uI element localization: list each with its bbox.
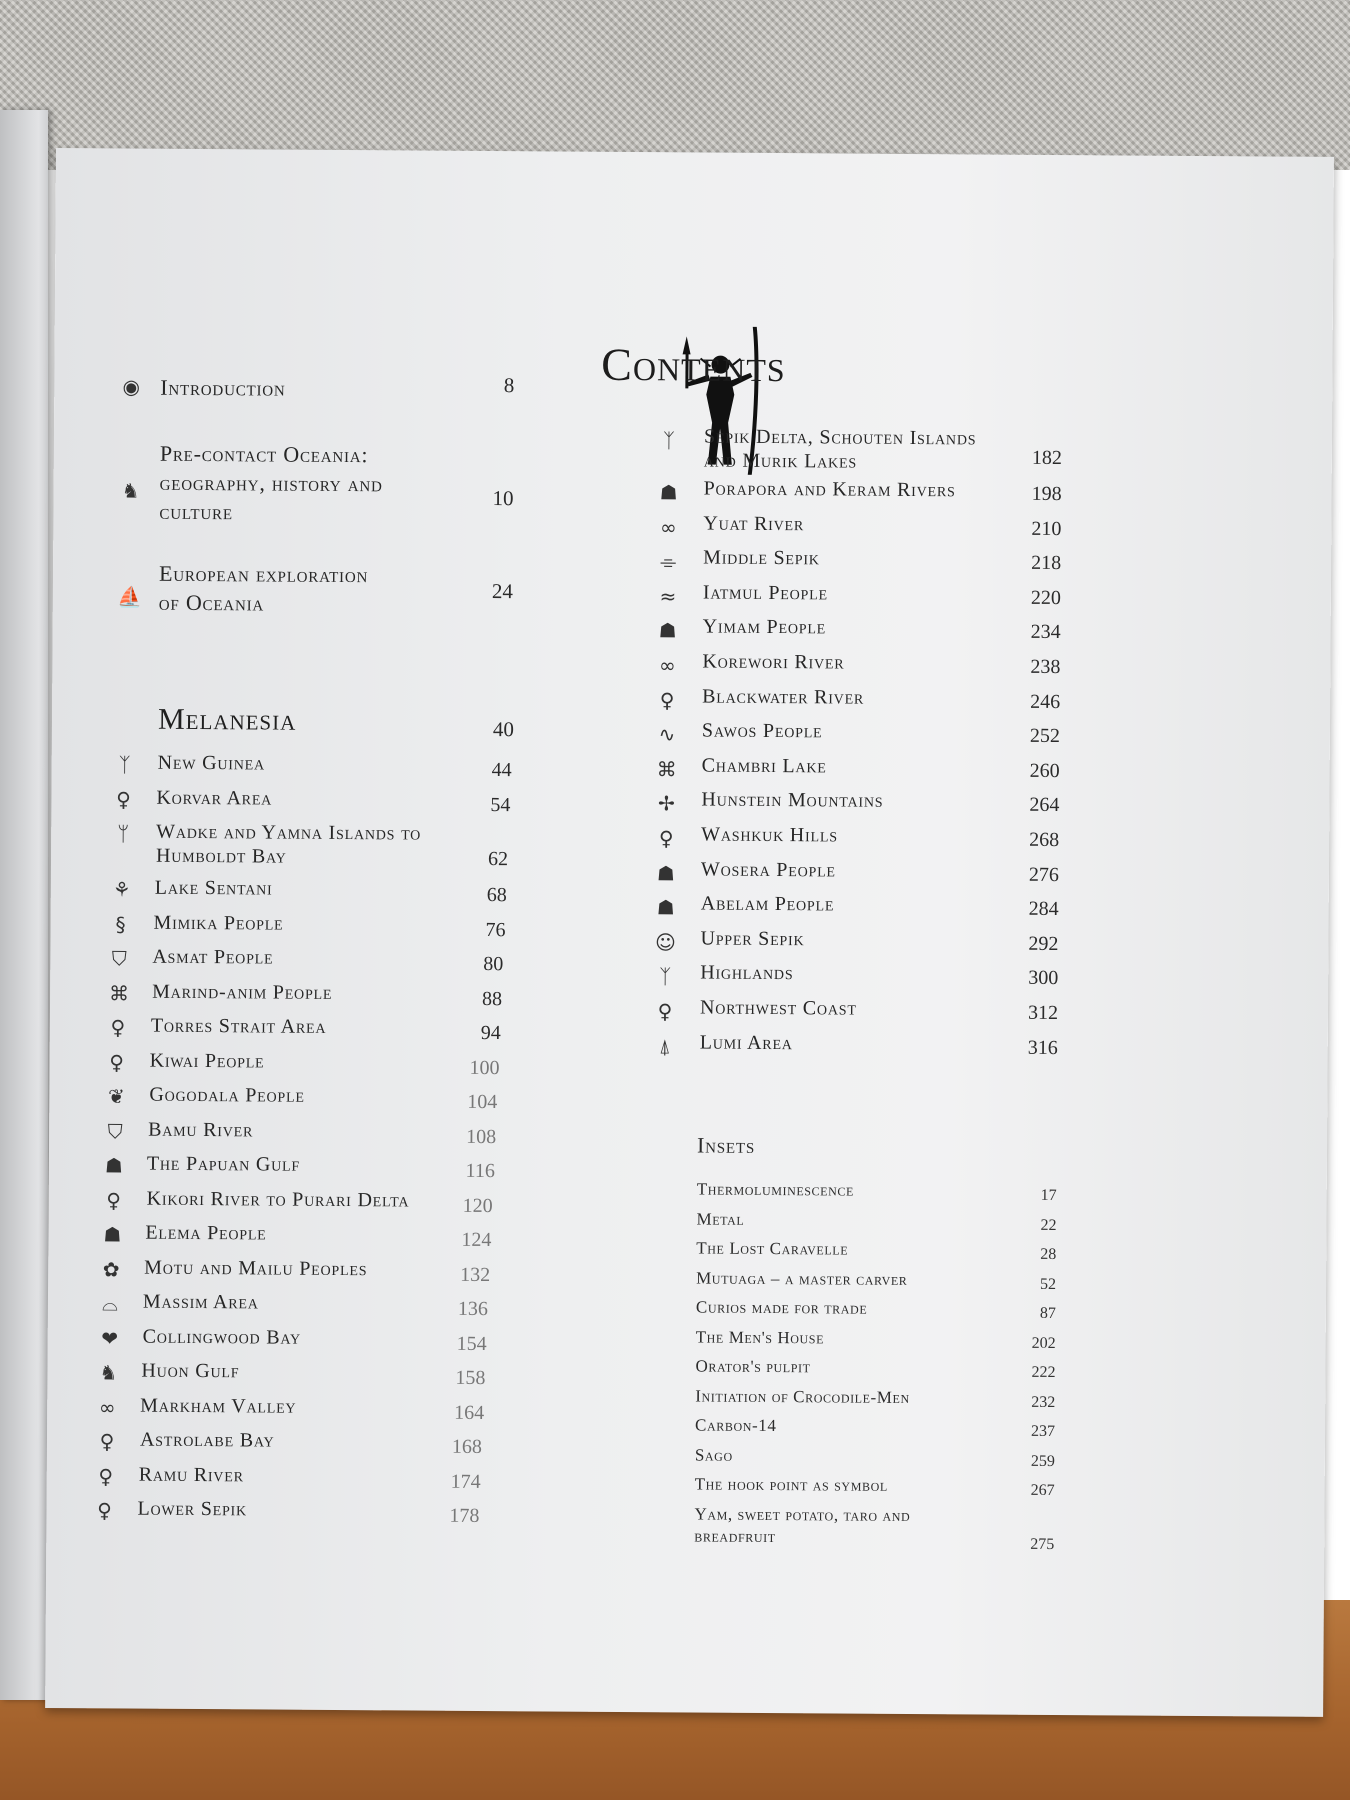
page-number: 62 — [487, 848, 509, 871]
inset-entry[interactable]: Mutuaga – a master carver — [696, 1267, 908, 1289]
page-number: 182 — [1031, 446, 1062, 470]
contents-entry[interactable]: Porapora and Keram Rivers — [703, 477, 956, 502]
figure-icon: ♀ — [97, 1498, 112, 1523]
contents-entry[interactable]: Abelam People — [700, 892, 835, 916]
page-number: 168 — [451, 1435, 483, 1459]
contents-entry[interactable]: Ramu River — [138, 1463, 244, 1486]
page-number: 238 — [1030, 655, 1061, 679]
contents-entry[interactable]: The Papuan Gulf — [146, 1152, 301, 1176]
page-number: 120 — [462, 1194, 493, 1217]
cross-icon: ✢ — [657, 791, 675, 816]
knot-icon: ⌘ — [109, 980, 130, 1006]
page-number: 124 — [461, 1228, 492, 1252]
page-number: 22 — [1040, 1216, 1057, 1234]
inset-entry[interactable]: Initiation of Crocodile-Men — [695, 1385, 910, 1407]
page-number: 68 — [486, 884, 507, 907]
pattern-icon: § — [115, 911, 126, 937]
page-number: 210 — [1031, 517, 1062, 540]
figure-icon: ♀ — [98, 1463, 114, 1488]
contents-entry[interactable]: New Guinea — [157, 751, 265, 775]
contents-entry[interactable]: Sepik Delta, Schouten Islands and Murik Lakes — [703, 425, 977, 473]
contents-page — [45, 148, 1334, 1717]
animal-icon: ♞ — [99, 1360, 118, 1385]
page-number: 52 — [1040, 1275, 1057, 1293]
inset-entry[interactable]: Metal — [696, 1208, 745, 1229]
contents-entry[interactable]: Elema People — [145, 1221, 267, 1245]
page-number: 312 — [1027, 1001, 1059, 1025]
contents-entry[interactable]: Iatmul People — [702, 581, 828, 605]
page-number: 87 — [1039, 1304, 1056, 1323]
inset-entry[interactable]: The Men's House — [695, 1326, 825, 1347]
contents-entry[interactable]: Markham Valley — [140, 1394, 297, 1418]
contents-entry[interactable]: Sawos People — [701, 719, 823, 743]
contents-entry[interactable]: Korewori River — [702, 650, 845, 674]
contents-entry[interactable]: Asmat People — [152, 945, 274, 969]
contents-entry[interactable]: Pre-contact Oceania: geography, history and culture — [159, 440, 383, 525]
contents-entry[interactable]: Highlands — [700, 961, 794, 985]
fish-icon: ⌯ — [660, 549, 677, 574]
page-number: 267 — [1030, 1481, 1055, 1500]
bird-icon: ᛉ — [118, 752, 131, 777]
page-number: 198 — [1031, 482, 1062, 506]
figure-icon: ♀ — [109, 1049, 125, 1074]
page-number: 17 — [1040, 1186, 1057, 1205]
page-number: 104 — [467, 1090, 498, 1114]
page-number: 234 — [1030, 621, 1061, 644]
fabric-background — [0, 0, 1350, 170]
page-number: 202 — [1031, 1334, 1056, 1352]
page-number: 100 — [469, 1056, 500, 1079]
contents-entry[interactable]: Yuat River — [703, 512, 805, 535]
page-number: 237 — [1031, 1422, 1056, 1441]
inset-entry[interactable]: Carbon-14 — [695, 1415, 777, 1436]
page-number: 76 — [485, 918, 506, 941]
mask-icon: ☗ — [656, 860, 676, 885]
mask-icon: ☗ — [658, 618, 677, 643]
contents-entry[interactable]: Lake Sentani — [154, 876, 273, 900]
page-number: 246 — [1030, 690, 1061, 713]
page-number: 136 — [457, 1297, 488, 1321]
contents-entry[interactable]: Astrolabe Bay — [139, 1428, 275, 1452]
spiral-icon: ∞ — [659, 514, 677, 539]
spiral-icon: ∞ — [658, 653, 676, 678]
spiral-icon: ∞ — [98, 1394, 116, 1419]
contents-entry[interactable]: Wosera People — [700, 858, 836, 882]
contents-entry[interactable]: Kikori River to Purari Delta — [146, 1187, 410, 1211]
mask-icon: ☗ — [659, 480, 678, 505]
figure-icon: ♀ — [106, 1187, 122, 1212]
inset-entry[interactable]: The hook point as symbol — [694, 1474, 888, 1495]
page-number: 260 — [1029, 759, 1060, 782]
contents-entry[interactable]: Mimika People — [153, 911, 284, 935]
page-number: 132 — [460, 1263, 491, 1286]
section-heading[interactable]: Melanesia — [157, 702, 297, 737]
inset-entry[interactable]: Thermoluminescence — [696, 1179, 854, 1200]
contents-entry[interactable]: Motu and Mailu Peoples — [144, 1256, 368, 1280]
contents-entry[interactable]: Hunstein Mountains — [701, 788, 884, 813]
page-number: 300 — [1028, 967, 1059, 990]
page-number: 10 — [492, 486, 514, 511]
page-number: 268 — [1029, 828, 1060, 852]
shield-icon: ⛉ — [111, 946, 127, 971]
contents-entry[interactable]: Huon Gulf — [141, 1359, 240, 1383]
page-number: 174 — [450, 1470, 481, 1493]
page-number: 220 — [1030, 586, 1061, 609]
contents-entry[interactable]: Kiwai People — [149, 1049, 265, 1072]
flower-icon: ✿ — [102, 1256, 120, 1281]
crocodile-icon: ≈ — [659, 584, 677, 609]
heart-icon: ❤ — [101, 1325, 119, 1350]
mask-icon: ☗ — [103, 1222, 122, 1247]
face-icon: ☺ — [654, 929, 676, 955]
contents-entry[interactable]: Yimam People — [702, 615, 827, 639]
page-number: 284 — [1028, 897, 1059, 921]
contents-entry[interactable]: Introduction — [160, 374, 286, 401]
page-number: 222 — [1031, 1363, 1056, 1382]
contents-entry[interactable]: Wadke and Yamna Islands to Humboldt Bay — [155, 820, 422, 868]
inset-entry[interactable]: Sago — [694, 1444, 733, 1465]
previous-page-edge — [0, 110, 48, 1700]
contents-entry[interactable]: Lower Sepik — [137, 1497, 248, 1521]
mask-icon: ☗ — [656, 895, 675, 920]
page-number: 54 — [490, 793, 511, 816]
contents-entry[interactable]: Chambri Lake — [701, 754, 827, 778]
knot-icon: ⌘ — [656, 757, 677, 782]
contents-entry[interactable]: Collingwood Bay — [142, 1325, 302, 1349]
page-number: 178 — [449, 1504, 480, 1527]
eye-icon: ◉ — [122, 374, 141, 399]
page-number: 292 — [1028, 932, 1059, 955]
figure-icon: ♀ — [99, 1429, 115, 1454]
page-number: 316 — [1027, 1036, 1058, 1059]
page-number: 232 — [1031, 1393, 1056, 1411]
inset-entry[interactable]: Orator's pulpit — [695, 1356, 811, 1377]
page-number: 218 — [1031, 552, 1062, 575]
contents-entry[interactable]: Korvar Area — [156, 786, 273, 810]
contents-entry[interactable]: Middle Sepik — [703, 546, 820, 570]
contents-entry[interactable]: Washkuk Hills — [701, 823, 838, 847]
contents-entry[interactable]: Lumi Area — [699, 1031, 793, 1054]
page-number: 275 — [1030, 1535, 1055, 1553]
wave-icon: ∿ — [658, 722, 676, 747]
inset-entry[interactable]: The Lost Caravelle — [696, 1238, 849, 1259]
figure-icon: ♀ — [116, 786, 131, 812]
bird-icon: ᛉ — [659, 964, 672, 989]
page-number: 108 — [466, 1125, 497, 1148]
bird-icon: ᛉ — [662, 428, 676, 453]
arc-icon: ⌓ — [101, 1291, 118, 1316]
page-number: 259 — [1030, 1452, 1055, 1470]
creature-icon: ❦ — [107, 1084, 125, 1109]
contents-entry[interactable]: Bamu River — [148, 1118, 254, 1141]
arrow-icon: ⍋ — [658, 1033, 671, 1058]
glyph-icon: ᛘ — [117, 821, 130, 846]
insets-heading: Insets — [696, 1132, 756, 1158]
page-number: 28 — [1040, 1245, 1057, 1264]
contents-entry[interactable]: Torres Strait Area — [150, 1014, 327, 1038]
dancer-icon: ⚘ — [112, 877, 131, 902]
page-number: 158 — [455, 1366, 486, 1390]
page-number: 116 — [465, 1159, 495, 1183]
page-number: 24 — [491, 579, 514, 604]
page-number: 154 — [456, 1332, 487, 1355]
page-number: 164 — [454, 1401, 485, 1424]
page-number: 264 — [1029, 794, 1060, 817]
figure-icon: ♀ — [659, 687, 675, 712]
page-number: 44 — [491, 759, 512, 782]
page-number: 94 — [480, 1021, 501, 1045]
inset-entry[interactable]: Curios made for trade — [695, 1297, 868, 1318]
page-number: 88 — [481, 987, 503, 1010]
figure-icon: ♀ — [110, 1015, 126, 1040]
page-number: 40 — [492, 717, 515, 742]
page-title: Contents — [601, 338, 786, 392]
shield-icon: ⛉ — [107, 1118, 123, 1143]
page-number: 252 — [1029, 725, 1060, 748]
figure-icon: ♀ — [657, 999, 673, 1024]
contents-entry[interactable]: Northwest Coast — [699, 996, 857, 1020]
contents-entry[interactable]: European exploration of Oceania — [158, 560, 369, 616]
mask-icon: ☗ — [104, 1153, 123, 1178]
page-number: 80 — [483, 953, 504, 976]
page-number: 276 — [1028, 863, 1060, 886]
figure-icon: ♀ — [658, 826, 674, 851]
animal-icon: ♞ — [121, 478, 140, 503]
page-number: 8 — [503, 373, 515, 398]
ship-icon: ⛵ — [117, 584, 143, 609]
contents-entry[interactable]: Marind-anim People — [152, 980, 333, 1004]
contents-entry[interactable]: Upper Sepik — [700, 927, 805, 951]
contents-entry[interactable]: Blackwater River — [702, 685, 865, 709]
contents-entry[interactable]: Massim Area — [142, 1290, 259, 1314]
inset-entry[interactable]: Yam, sweet potato, taro and breadfruit — [694, 1503, 911, 1546]
contents-entry[interactable]: Gogodala People — [149, 1083, 305, 1107]
